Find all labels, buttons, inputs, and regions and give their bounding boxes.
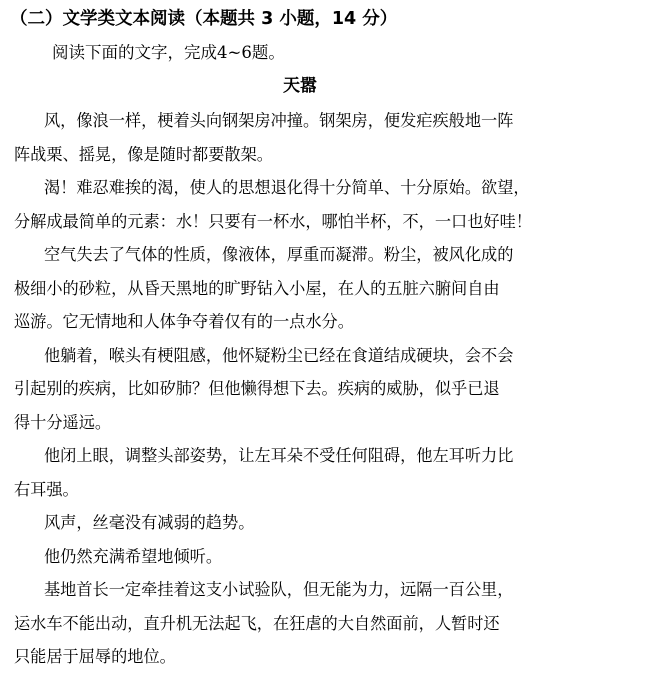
section-heading: （二）文学类文本阅读（本题共 3 小题，14 分） — [10, 9, 398, 29]
reading-instruction: 阅读下面的文字，完成4~6题。 — [52, 43, 285, 62]
story-body — [14, 104, 594, 674]
text-line: 极细小的砂粒，从昏天黑地的旷野钻入小屋，在人的五脏六腑间自由 — [14, 278, 500, 298]
text-line: 得十分遥远。 — [14, 412, 112, 432]
text-line: 他闭上眼，调整头部姿势，让左耳朵不受任何阻碍，他左耳听力比 — [44, 446, 514, 465]
text-line: 巡游。它无情地和人体争夺着仅有的一点水分。 — [14, 312, 354, 331]
text-line: 分解成最简单的元素：水！只要有一杯水，哪怕半杯，不，一口也好哇！ — [14, 211, 532, 231]
text-line: 运水车不能出动，直升机无法起飞，在狂虐的大自然面前，人暂时还 — [14, 613, 500, 633]
text-line: 空气失去了气体的性质，像液体，厚重而凝滞。粉尘，被风化成的 — [44, 245, 514, 264]
story-title: 天嚣 — [283, 76, 317, 96]
text-line: 风，像浪一样，梗着头向钢架房冲撞。钢架房，便发疟疾般地一阵 — [44, 111, 514, 130]
text-line: 他躺着，喉头有梗阻感，他怀疑粉尘已经在食道结成硬块，会不会 — [44, 345, 514, 365]
text-line: 引起别的疾病，比如矽肺？但他懒得想下去。疾病的威胁，似乎已退 — [14, 379, 500, 398]
text-line: 阵战栗、摇晃，像是随时都要散架。 — [14, 144, 273, 164]
text-line: 右耳强。 — [14, 479, 79, 499]
text-line: 渴！难忍难挨的渴，使人的思想退化得十分简单、十分原始。欲望， — [44, 178, 530, 197]
text-line: 风声，丝毫没有减弱的趋势。 — [44, 513, 255, 532]
text-line: 他仍然充满希望地倾听。 — [44, 546, 223, 566]
text-line: 只能居于屈辱的地位。 — [14, 647, 176, 666]
text-line: 基地首长一定牵挂着这支小试验队，但无能为力，远隔一百公里， — [44, 580, 514, 599]
